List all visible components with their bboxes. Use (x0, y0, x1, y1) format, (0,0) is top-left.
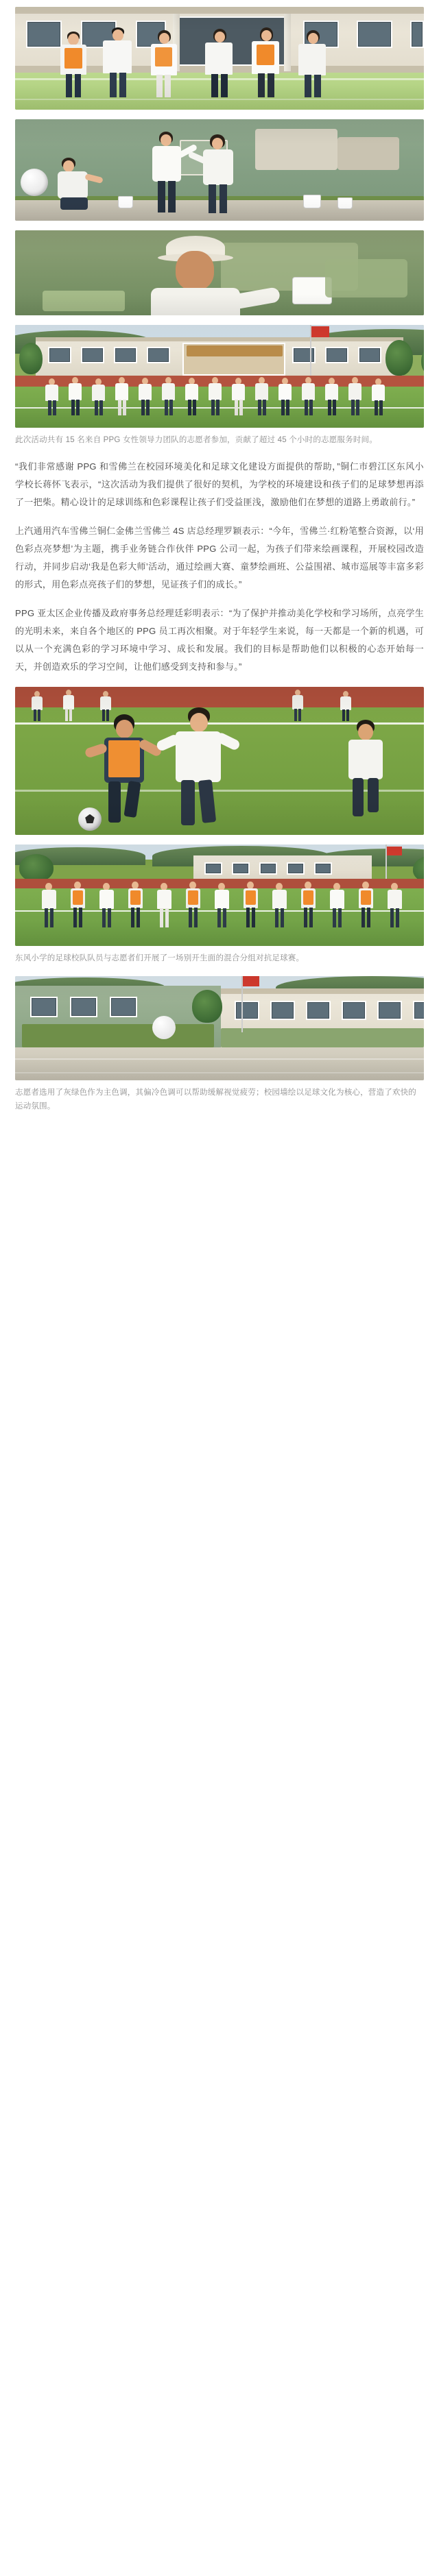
person (355, 882, 376, 928)
national-flag (243, 976, 259, 986)
figure-group-photo-entrance (15, 7, 424, 110)
person (54, 32, 92, 97)
figure-team-lineup-playground (15, 325, 424, 428)
article-page (0, 0, 439, 1137)
person (289, 690, 306, 721)
person (337, 691, 354, 721)
figure-finished-mural-courtyard (15, 976, 424, 1080)
figure-football-match-action (15, 687, 424, 835)
person (112, 377, 130, 417)
paint-bucket (337, 197, 353, 209)
person (60, 690, 77, 721)
person (327, 883, 347, 928)
person (89, 378, 107, 417)
person (182, 882, 203, 928)
person (276, 378, 294, 417)
person (125, 882, 145, 928)
person (154, 883, 174, 928)
national-flag (387, 847, 402, 855)
person (159, 377, 177, 417)
player-running (337, 720, 392, 835)
person (67, 882, 88, 928)
person (322, 378, 340, 417)
mural-football (21, 169, 48, 196)
person (38, 883, 59, 928)
paragraph-dealer-quote: 上汽通用汽车雪佛兰铜仁金佛兰雪佛兰 4S 店总经理罗颖表示：“今年，雪佛兰·红粉笔整合资源，以‘用色彩点亮梦想’为主题，携手业务链合作伙伴 PPG 公司一起，为孩子们带来绘画课程，开展校园改造行动，并同步启动‘我是色彩大师’活动，通过绘画大赛、童梦绘画班、公益围裙、城市巡展等丰富多彩的形式，用色彩点亮孩子们的梦想，见证孩子们的成长。” (15, 526, 424, 590)
person (298, 882, 318, 928)
person (346, 377, 364, 417)
figure-match-group-lineup (15, 845, 424, 946)
person (369, 378, 387, 417)
national-flag (311, 326, 329, 337)
person (29, 691, 45, 721)
person (240, 882, 261, 928)
person (246, 27, 285, 97)
person (384, 883, 405, 928)
person (182, 378, 200, 417)
paint-bucket (118, 196, 133, 208)
person (144, 30, 182, 97)
person (292, 30, 332, 97)
person-closeup (145, 236, 283, 315)
person (299, 377, 317, 417)
mural-football (152, 1016, 176, 1039)
person (97, 27, 137, 97)
person (136, 378, 154, 417)
paragraph-principal-quote: “我们非常感谢 PPG 和雪佛兰在校园环境美化和足球文化建设方面提供的帮助，”铜仁市碧江区东风小学校长蒋怀飞表示，“这次活动为我们提供了很好的契机，为学校的环境建设和孩子们的足球梦想再添了一把柴。精心设计的足球训练和色彩课程让孩子们受益匪浅，激励他们在梦想的道路上勇敢前行。” (15, 461, 424, 508)
person (66, 377, 84, 417)
figure-volunteers-painting-wall (15, 119, 424, 221)
person (43, 378, 60, 417)
person (199, 29, 239, 97)
person-standing (195, 134, 243, 212)
player-volunteer (158, 707, 240, 835)
figure-volunteer-closeup-painting (15, 230, 424, 315)
paint-bucket (303, 195, 321, 208)
person (229, 378, 247, 417)
person (252, 377, 270, 417)
person (269, 883, 289, 928)
football (78, 807, 102, 831)
figure-caption: 此次活动共有 15 名来自 PPG 女性领导力团队的志愿者参加，贡献了超过 45 个小时的志愿服务时间。 (15, 436, 377, 444)
person (211, 883, 232, 928)
paragraph-ppg-quote: PPG 亚太区企业传播及政府事务总经理廷彩明表示：“为了保护并推动美化学校和学习场所，点亮学生的光明未来，来自各个地区的 PPG 员工再次相聚。对于年轻学生来说，每一天都是一个新的机遇，可以从一个充满色彩的学习环境中学习、成长和发展。我们的目标是帮助他们以积极的心态开始每一天，并创造欢乐的学习空间，让他们感受到支持和参与。” (15, 608, 424, 672)
person (96, 883, 117, 928)
person (206, 377, 224, 417)
figure-caption: 东风小学的足球校队队员与志愿者们开展了一场别开生面的混合分组对抗足球赛。 (15, 954, 305, 963)
person-standing (143, 132, 191, 212)
person-kneeling (56, 158, 100, 212)
figure-caption: 志愿者选用了灰绿色作为主色调，其偏冷色调可以帮助缓解视觉疲劳；校园墙绘以足球文化为核心，营造了欢快的运动氛围。 (15, 1089, 416, 1111)
